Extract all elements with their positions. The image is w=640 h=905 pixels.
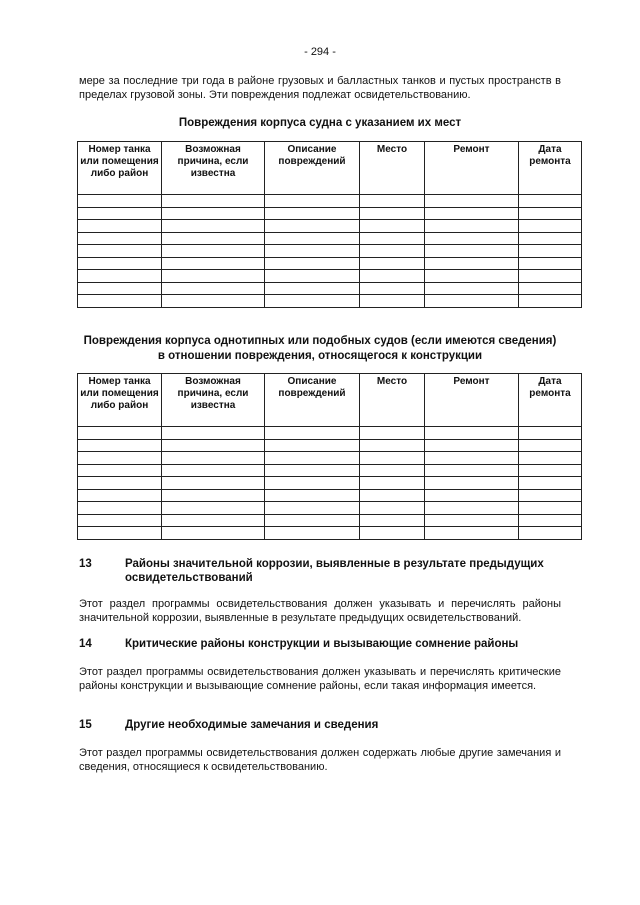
table-body <box>78 195 582 308</box>
table-cell <box>519 527 582 540</box>
table-cell <box>519 220 582 233</box>
table-cell <box>78 514 162 527</box>
table-row <box>78 295 582 308</box>
header-possible-cause: Возможная причина, если известна <box>162 374 265 427</box>
table-cell <box>425 527 519 540</box>
table-cell <box>519 514 582 527</box>
table-cell <box>162 232 265 245</box>
section-title: Другие необходимые замечания и сведения <box>125 719 379 731</box>
table-cell <box>425 514 519 527</box>
table-body <box>78 427 582 540</box>
table-cell <box>78 527 162 540</box>
section-14-body: Этот раздел программы освидетельствования должен указывать и перечислять критические районы конструкции и вызывающие сомнение районы, если такая информация имеется. <box>79 666 561 692</box>
table-cell <box>265 452 360 465</box>
table-cell <box>78 245 162 258</box>
table-cell <box>425 207 519 220</box>
table-cell <box>519 195 582 208</box>
table-cell <box>78 427 162 440</box>
table-cell <box>265 502 360 515</box>
table-cell <box>425 270 519 283</box>
table-cell <box>162 439 265 452</box>
table-cell <box>162 282 265 295</box>
table-cell <box>425 295 519 308</box>
table-cell <box>360 270 425 283</box>
table-cell <box>425 452 519 465</box>
header-damage-description: Описание повреждений <box>265 142 360 195</box>
table-row <box>78 207 582 220</box>
table-cell <box>162 452 265 465</box>
table-cell <box>162 220 265 233</box>
table-row <box>78 502 582 515</box>
section-title: Районы значительной коррозии, выявленные в результате предыдущих освидетельствований <box>125 558 544 584</box>
table-cell <box>425 282 519 295</box>
table-cell <box>265 464 360 477</box>
table-cell <box>519 282 582 295</box>
table-cell <box>519 207 582 220</box>
table-cell <box>360 452 425 465</box>
table-cell <box>78 195 162 208</box>
table-cell <box>162 527 265 540</box>
table-cell <box>78 489 162 502</box>
table-cell <box>78 220 162 233</box>
similar-ships-damage-table <box>77 373 582 540</box>
section-number: 15 <box>79 719 92 731</box>
header-repair-date: Дата ремонта <box>519 142 582 195</box>
table-cell <box>360 464 425 477</box>
table-cell <box>265 257 360 270</box>
table-cell <box>265 282 360 295</box>
table-cell <box>265 245 360 258</box>
table-cell <box>360 502 425 515</box>
table-cell <box>519 489 582 502</box>
table-row <box>78 439 582 452</box>
table-cell <box>265 514 360 527</box>
table-cell <box>162 295 265 308</box>
table-cell <box>519 502 582 515</box>
table-cell <box>162 477 265 490</box>
table-cell <box>425 245 519 258</box>
table-cell <box>265 489 360 502</box>
section-number: 13 <box>79 558 92 570</box>
table-row <box>78 489 582 502</box>
table-cell <box>360 257 425 270</box>
table-cell <box>265 295 360 308</box>
table-cell <box>360 220 425 233</box>
table1-title: Повреждения корпуса судна с указанием их мест <box>178 117 462 129</box>
table-cell <box>519 270 582 283</box>
table-cell <box>519 295 582 308</box>
table-row <box>78 270 582 283</box>
table-cell <box>265 195 360 208</box>
table-cell <box>360 489 425 502</box>
hull-damage-table <box>77 141 582 308</box>
table-row <box>78 220 582 233</box>
table-cell <box>519 232 582 245</box>
table-cell <box>519 245 582 258</box>
table-header-row <box>78 374 582 427</box>
table-cell <box>265 220 360 233</box>
table-cell <box>519 464 582 477</box>
header-location: Место <box>360 374 425 427</box>
table-cell <box>360 439 425 452</box>
table-row <box>78 282 582 295</box>
header-repair: Ремонт <box>425 374 519 427</box>
table-cell <box>425 427 519 440</box>
table-cell <box>425 232 519 245</box>
table-cell <box>425 195 519 208</box>
table-row <box>78 464 582 477</box>
table-cell <box>519 427 582 440</box>
table-cell <box>519 452 582 465</box>
table-cell <box>265 439 360 452</box>
table-cell <box>265 270 360 283</box>
page-number: - 294 - <box>304 46 336 58</box>
intro-paragraph: мере за последние три года в районе грузовых и балластных танков и пустых пространств в пределах грузовой зоны. Эти повреждения подлежат освидетельствованию. <box>79 75 561 101</box>
table-row <box>78 452 582 465</box>
table-cell <box>162 257 265 270</box>
table-row <box>78 195 582 208</box>
table-row <box>78 245 582 258</box>
table-cell <box>78 477 162 490</box>
table-cell <box>425 464 519 477</box>
table-cell <box>265 207 360 220</box>
table-header-row <box>78 142 582 195</box>
table-cell <box>265 527 360 540</box>
table-cell <box>360 195 425 208</box>
table-row <box>78 527 582 540</box>
table-cell <box>162 195 265 208</box>
section-title: Критические районы конструкции и вызывающие сомнение районы <box>125 638 519 650</box>
table-row <box>78 232 582 245</box>
header-tank-number: Номер танка или помещения либо район <box>78 374 162 427</box>
table-cell <box>78 502 162 515</box>
table-cell <box>425 477 519 490</box>
table-cell <box>162 270 265 283</box>
header-repair: Ремонт <box>425 142 519 195</box>
table-cell <box>425 220 519 233</box>
table-cell <box>519 477 582 490</box>
table-cell <box>162 427 265 440</box>
header-possible-cause: Возможная причина, если известна <box>162 142 265 195</box>
section-14-heading <box>79 637 561 651</box>
section-13-body: Этот раздел программы освидетельствования должен указывать и перечислять районы значительной коррозии, выявленные в результате предыдущих освидетельствований. <box>79 598 561 624</box>
table-cell <box>360 295 425 308</box>
table-cell <box>162 245 265 258</box>
table-cell <box>360 427 425 440</box>
table-cell <box>425 257 519 270</box>
table-cell <box>78 295 162 308</box>
section-15-heading <box>79 718 561 732</box>
section-13-heading <box>79 557 561 585</box>
table-cell <box>425 439 519 452</box>
header-damage-description: Описание повреждений <box>265 374 360 427</box>
table-cell <box>162 502 265 515</box>
table-cell <box>360 477 425 490</box>
table-cell <box>162 207 265 220</box>
table-cell <box>78 464 162 477</box>
table-cell <box>78 439 162 452</box>
table-cell <box>519 439 582 452</box>
table-cell <box>78 270 162 283</box>
section-number: 14 <box>79 638 92 650</box>
table-row <box>78 514 582 527</box>
table-row <box>78 257 582 270</box>
table-cell <box>78 232 162 245</box>
table2-title: Повреждения корпуса однотипных или подобных судов (если имеются сведения) в отношении повреждения, относящегося к конструкции <box>83 335 557 362</box>
table-cell <box>162 464 265 477</box>
table-row <box>78 477 582 490</box>
table-cell <box>78 257 162 270</box>
table-cell <box>360 232 425 245</box>
table-cell <box>78 282 162 295</box>
header-repair-date: Дата ремонта <box>519 374 582 427</box>
header-tank-number: Номер танка или помещения либо район <box>78 142 162 195</box>
table-cell <box>162 489 265 502</box>
table-cell <box>360 527 425 540</box>
table-cell <box>265 477 360 490</box>
table-cell <box>360 207 425 220</box>
table-cell <box>425 502 519 515</box>
table-cell <box>78 452 162 465</box>
table-cell <box>360 245 425 258</box>
table-cell <box>519 257 582 270</box>
table-cell <box>425 489 519 502</box>
table-cell <box>78 207 162 220</box>
table-row <box>78 427 582 440</box>
table-cell <box>360 282 425 295</box>
table-cell <box>265 232 360 245</box>
table-cell <box>162 514 265 527</box>
header-location: Место <box>360 142 425 195</box>
table-cell <box>265 427 360 440</box>
table-cell <box>360 514 425 527</box>
section-15-body: Этот раздел программы освидетельствования должен содержать любые другие замечания и сведения, относящиеся к освидетельствованию. <box>79 747 561 773</box>
